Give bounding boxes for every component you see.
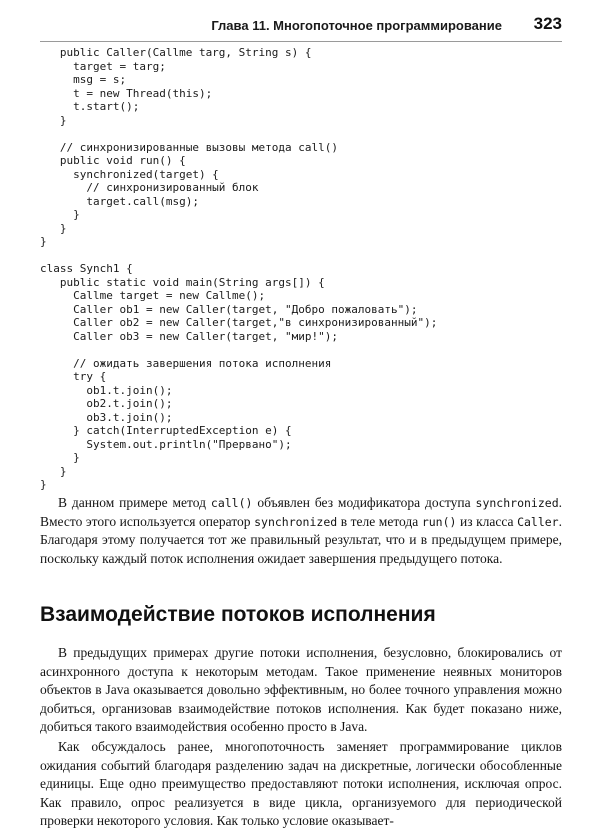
inline-code: synchronized — [254, 514, 338, 529]
body-paragraph-3 — [40, 738, 562, 831]
page-header — [0, 12, 600, 40]
code-line: Caller ob2 = new Caller(target,"в синхронизированный"); — [40, 316, 438, 329]
code-line: msg = s; — [40, 73, 127, 86]
code-line: ob3.t.join(); — [40, 410, 173, 424]
code-line: ob2.t.join(); — [40, 397, 173, 410]
para-text: . Благодаря этому получается тот же правильный результат, что и в предыдущем примере, поскольку каждый поток исполнения ожидает завершения предыдущего потока. — [40, 513, 562, 566]
body-paragraph-2 — [40, 644, 562, 737]
code-line: // ожидать завершения потока исполнения — [40, 356, 332, 370]
page-number: 323 — [533, 14, 562, 33]
code-line: target.call(msg); — [40, 194, 199, 208]
para-text: В данном примере метод — [58, 495, 211, 510]
code-line: t = new Thread(this); — [40, 86, 213, 100]
para-text: объявлен без модификатора доступа — [252, 495, 476, 510]
code-line: Caller ob1 = new Caller(target, "Добро пожаловать"); — [40, 302, 418, 316]
header-rule — [40, 41, 562, 42]
code-line: // синхронизированные вызовы метода call() — [40, 140, 339, 154]
code-line: target = targ; — [40, 59, 166, 73]
inline-code: run() — [421, 514, 457, 529]
code-line: } — [40, 451, 80, 464]
para-text: В предыдущих примерах другие потоки исполнения, безусловно, блокировались от асинхронного доступа к некоторым методам. Такое применение неявных мониторов объектов в Java оказывается довольно эффективным, но более точного управления можно добиться, организовав взаимодействие потоков исполнения. Как будет показано ниже, добиться такого взаимодействия особенно просто в Java. — [40, 645, 562, 734]
code-line — [40, 249, 570, 263]
para-text: в теле метода — [337, 513, 422, 529]
para-text: . Вместо этого используется оператор — [40, 495, 562, 529]
para-text: из класса — [456, 513, 518, 529]
code-line: class Synch1 { — [40, 262, 133, 275]
inline-code: call() — [210, 496, 253, 510]
code-line: synchronized(target) { — [40, 167, 219, 181]
code-line — [40, 127, 570, 141]
inline-code: Caller — [517, 514, 559, 529]
code-line: try { — [40, 370, 107, 383]
code-line — [40, 343, 570, 357]
code-line: t.start(); — [40, 100, 140, 113]
section-heading: Взаимодействие потоков исполнения — [40, 603, 436, 626]
para-text: Как обсуждалось ранее, многопоточность заменяет программирование циклов ожидания событий благодаря разделению задач на дискретные, логически обособленные единицы. Еще одно преимущество предоставляют потоки исполнения, исключая опрос. Как правило, опрос реализуется в виде цикла, организуемого для периодической проверки некоторого условия. Как только условие оказывает- — [40, 739, 562, 828]
code-line: Callme target = new Callme(); — [40, 289, 266, 302]
chapter-title: Глава 11. Многопоточное программирование — [211, 18, 502, 33]
code-line: System.out.println("Прервано"); — [40, 437, 292, 451]
code-line: ob1.t.join(); — [40, 383, 173, 397]
code-listing — [40, 46, 570, 492]
inline-code: synchronized — [475, 496, 559, 510]
code-line: } — [40, 113, 67, 127]
code-line: } — [40, 464, 67, 478]
code-line: } catch(InterruptedException e) { — [40, 424, 292, 437]
code-line: } — [40, 478, 47, 491]
code-line: } — [40, 221, 67, 235]
body-paragraph-1 — [40, 494, 562, 568]
code-line: } — [40, 208, 80, 221]
code-line: public Caller(Callme targ, String s) { — [40, 46, 312, 59]
code-line: public static void main(String args[]) { — [40, 275, 325, 289]
code-line: } — [40, 235, 47, 248]
code-line: Caller ob3 = new Caller(target, "мир!"); — [40, 329, 339, 343]
code-line: public void run() { — [40, 154, 186, 167]
code-line: // синхронизированный блок — [40, 181, 259, 194]
